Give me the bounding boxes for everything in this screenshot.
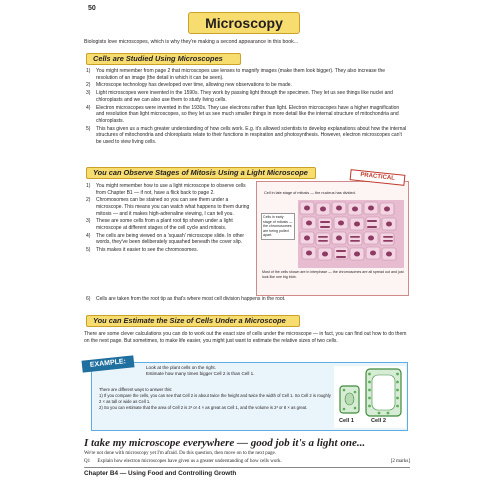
cell-2-label: Cell 2 [371,418,386,424]
page-number: 50 [88,5,96,12]
caption-late-mitosis: Cell in late stage of mitosis — the nucleus has divided. [264,191,356,195]
root-tip-micrograph [298,200,404,268]
section-heading-mitosis: You can Observe Stages of Mitosis Using a Light Microscope [86,167,316,179]
practical-tag: PRACTICAL [350,169,406,186]
footer-divider [84,467,410,468]
list-item: 3) Light microscopes were invented in the 1590s. They work by passing light through the specimen. They let us see things like nuclei and chloroplasts and we can also use them to study living cells. [86,90,393,103]
example-line: There are different ways to answer this: [99,387,173,392]
question-text: Explain how electron microscopes have given us a greater understanding of how cells work. [97,459,282,464]
list-item: 2) Microscope technology has developed over time, allowing new observations to be made. [86,82,292,89]
example-lines [99,387,331,412]
list-item: 4) Electron microscopes were invented in the 1930s. They use electrons rather than light. Electron microscopes have a higher magnification and resolution than light microscopes, so they let us see much smaller things in more detail like the internal structure of mitochondria and chloroplasts. [86,104,400,124]
estimate-text: There are some clever calculations you can do to work out the exact size of cells under the microscope — in fact, you can find out how to do them on the next page. But sometimes, to make life easier, you might just want to estimate the relative sizes of two cells. [84,331,407,344]
intro-text: Biologists love microscopes, which is why they're making a second appearance in this book... [84,39,299,45]
list-item: 5) This has given us a much greater understanding of how cells work. E.g. it's allowed scientists to develop explanations about how the internal structures of mitochondria and chloroplasts relate to their functions in respiration and photosynthesis. However, electron microscopes can't be used to view living cells. [86,125,407,145]
list-item: 3) These are some cells from a plant root tip shown under a light microscope at different stages of the cell cycle and mitosis. [86,218,233,231]
cell-2-drawing [366,369,401,416]
footer-question [84,459,410,464]
page-title: Microscopy [188,12,300,34]
caption-interphase: Most of the cells shown are in interphase — the chromosomes are all spread out and just look like one big blob. [262,270,404,279]
list-item: 1) You might remember how to use a light microscope to observe cells from Chapter B1 — if not, have a flick back to page 2. [86,183,246,196]
list-item: 5) This makes it easier to see the chromosomes. [86,247,198,254]
list-item: 2) Chromosomes can be stained so you can see them under a microscope. This means you can watch what happens to them during mitosis — and it makes high-adrenaline viewing, I can tell you. [86,197,250,217]
section1-list [86,68,408,146]
question-marks: [2 marks] [390,459,410,464]
question-label: Q1 [84,459,91,464]
example-line: 1) If you compare the cells, you can see that Cell 2 is about twice the height and twice the width of Cell 1. So Cell 2 is roughly 2 × as tall or wide as Cell 1. [99,393,331,404]
footer-headline: I take my microscope everywhere — good job it's a light one... [84,437,366,449]
caption-early-mitosis: Cells in early stage of mitosis — the chromosomes are being pulled apart. [261,213,295,240]
list-item: 4) The cells are being viewed on a 'squash' microscope slide. In other words, they've been deliberately squashed beneath the cover slip. [86,232,245,246]
example-intro: Look at the plant cells on the right. Estimate how many times bigger Cell 2 is than Cell 1. [146,365,255,376]
example-tag: EXAMPLE: [82,355,135,372]
section-heading-microscopes: Cells are Studied Using Microscopes [86,53,241,65]
footer-subline: We're not done with microscopy yet I'm afraid. Do this question, then move on to the next page. [84,451,276,456]
list-item: 1) You might remember from page 2 that microscopes use lenses to magnify images (make them look bigger). They also increase the resolution of an image (the detail in which it can be seen). [86,68,386,81]
section2-list [86,183,252,255]
example-line: 2) So you can estimate that the area of Cell 2 is 2² or 4 × as great as Cell 1, and the volume is 2³ or 8 × as great. [99,405,308,411]
section-heading-estimate: You can Estimate the Size of Cells Under a Microscope [86,315,300,327]
section2-list-last [86,296,408,304]
cell-1-label: Cell 1 [339,418,354,424]
list-item: 6) Cells are taken from the root tip as that's where most cell division happens in the root. [86,296,286,302]
cell-1-drawing [340,386,359,413]
chapter-footer: Chapter B4 — Using Food and Controlling Growth [84,470,237,477]
